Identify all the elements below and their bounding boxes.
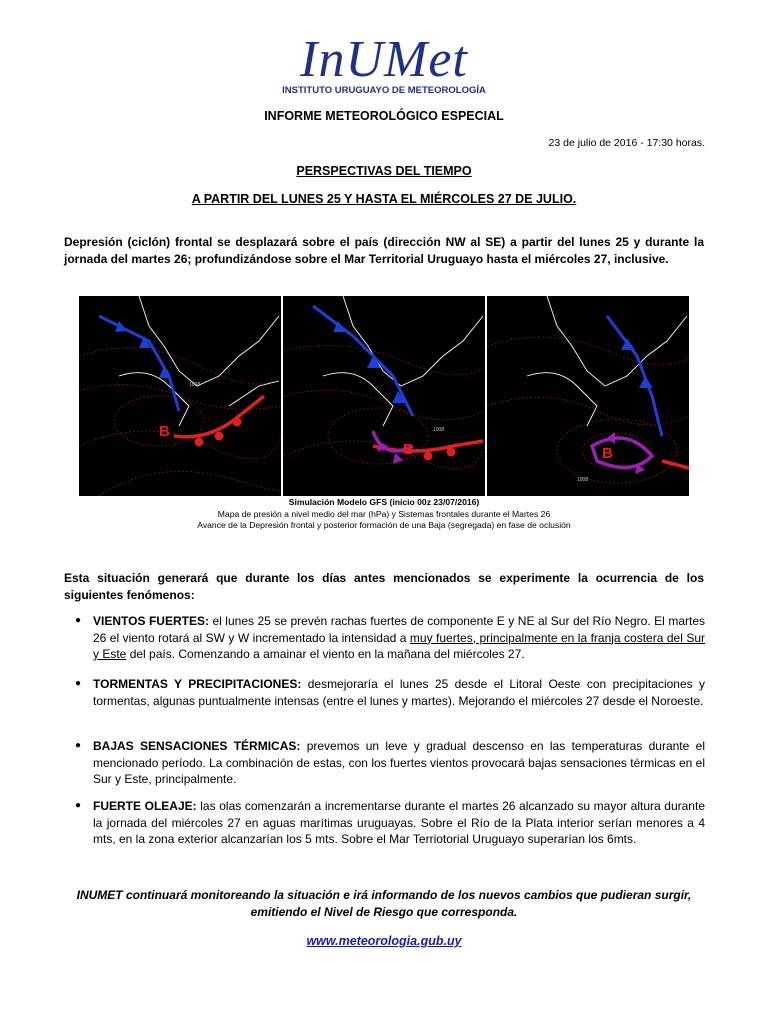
heading-perspectivas: PERSPECTIVAS DEL TIEMPO [296,164,472,178]
caption-line-2: Mapa de presión a nivel medio del mar (hPa) y Sistemas frontales durante el Martes 26 [217,508,551,519]
low-pressure-label: B [159,423,170,440]
heading-period: A PARTIR DEL LUNES 25 Y HASTA EL MIÉRCOLES 27 DE JULIO. [191,192,577,206]
list-item-vientos [75,613,705,663]
website-link[interactable]: www.meteorologia.gub.uy [306,934,462,948]
item-text-end: del país. Comenzando a amainar el viento en la mañana del miércoles 27. [126,647,525,661]
item-text: desmejoraría el lunes 25 desde el Litoral Oeste con precipitaciones y tormentas, algunas puntualmente intensas (entre el lunes y martes). Mejorando el miércoles 27 desde el Noroeste. [93,677,706,708]
logo-subtitle: INSTITUTO URUGUAYO DE METEOROLOGÍA [282,85,486,96]
low-pressure-label: B [602,445,613,462]
isobar-label: 1008 [433,427,445,433]
report-date: 23 de julio de 2016 - 17:30 horas. [548,137,705,149]
isobar-label: 1008 [189,382,201,388]
bullet-icon: ● [75,678,82,689]
item-underline: muy fuertes, principalmente en la franja costera del Sur y Este [93,630,705,661]
forecast-maps [79,296,689,496]
item-text: el lunes 25 se prevén rachas fuertes de componente E y NE al Sur del Río Negro. El martes 26 el viento rotará al SW y W incrementado la intensidad a [93,614,706,645]
list-item-sensaciones [75,738,705,788]
bullet-icon: ● [75,615,82,626]
list-item-oleaje [75,798,705,848]
forecast-map-2 [283,296,485,496]
intro-paragraph: Depresión (ciclón) frontal se desplazará sobre el país (dirección NW al SE) a partir del lunes 25 y durante la jornada del martes 26; profundizándose sobre el Mar Territorial Uruguayo hasta el miércoles 27, inclusive. [64,235,704,266]
maps-caption [0,497,768,532]
bullet-icon: ● [75,740,82,751]
item-text: prevemos un leve y gradual descenso en las temperaturas durante el mencionado período. La combinación de estas, con los fuertes vientos provocará bajas sensaciones térmicas en el Sur y Este, principalmente. [93,739,705,786]
low-pressure-label: B [403,441,414,458]
caption-line-3: Avance de la Depresión frontal y posterior formación de una Baja (segregada) en fase de oclusión [197,520,571,530]
inumet-logo [0,31,768,96]
situation-paragraph: Esta situación generará que durante los días antes mencionados se experimente la ocurrencia de los siguientes fenómenos: [64,571,704,602]
item-title: VIENTOS FUERTES: [93,614,209,628]
forecast-map-1 [79,296,281,496]
bullet-icon: ● [75,800,82,811]
forecast-map-3 [487,296,689,496]
isobar-label: 1008 [577,477,589,483]
item-title: FUERTE OLEAJE: [93,799,197,813]
item-title: TORMENTAS Y PRECIPITACIONES: [93,677,302,691]
item-title: BAJAS SENSACIONES TÉRMICAS: [93,739,301,753]
item-text: las olas comenzarán a incrementarse durante el martes 26 alcanzado su mayor altura durante la jornada del miércoles 27 en aguas marítimas uruguayas. Sobre el Río de la Plata interior serían menores a 4 mts, en la zona exterior alcanzarían los 5 mts. Sobre el Mar Terriotorial Uruguayo superarían los 6mts. [93,799,705,846]
closing-paragraph: INUMET continuará monitoreando la situación e irá informando de los nuevos cambios que pudieran surgir, emitiendo el Nivel de Riesgo que corresponda. [76,888,692,919]
list-item-tormentas [75,676,705,709]
caption-title: Simulación Modelo GFS (inicio 00z 23/07/2016) [288,497,480,507]
report-title: INFORME METEOROLÓGICO ESPECIAL [264,109,504,123]
logo-wordmark: InUMet [300,31,468,88]
